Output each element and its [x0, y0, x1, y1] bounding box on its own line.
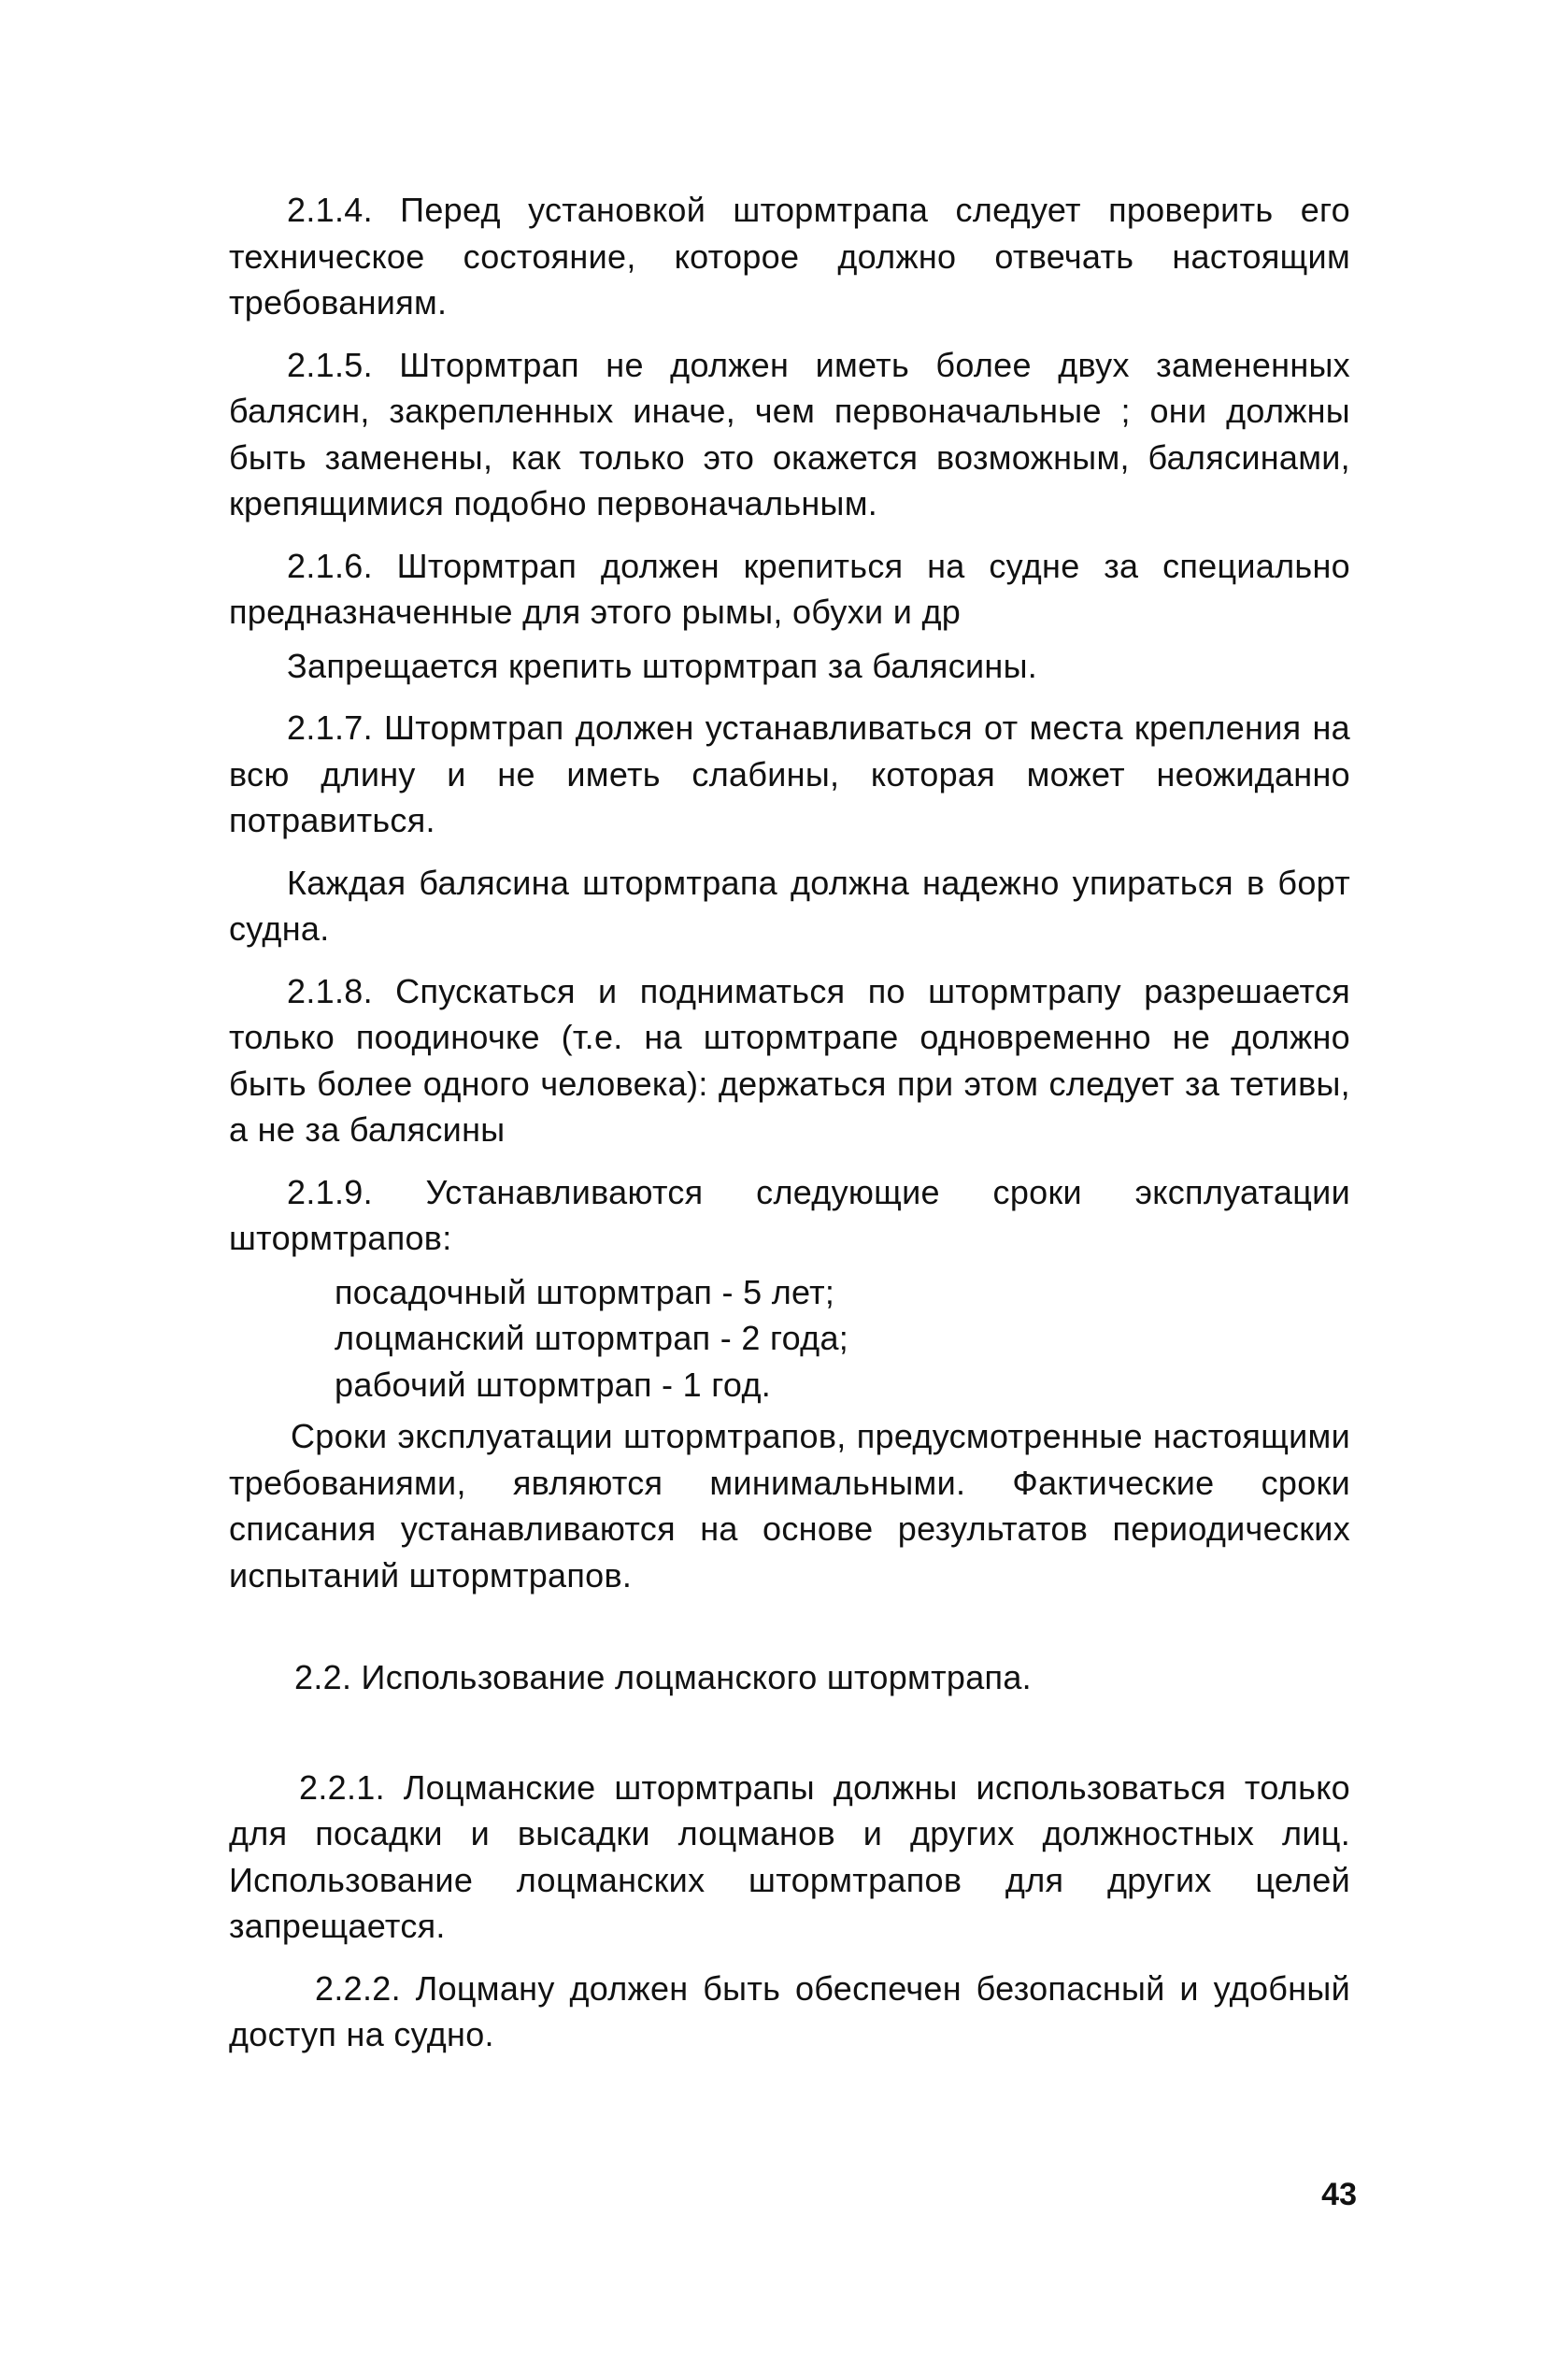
paragraph-2-1-9: 2.1.9. Устанавливаются следующие сроки эксплуатации штормтрапов:: [229, 1172, 1350, 1257]
paragraph-2-1-7: 2.1.7. Штормтрап должен устанавливаться от места крепления на всю длину и не иметь слабины, которая может неожиданно потравиться.: [229, 708, 1350, 839]
paragraph-service-life-note: Сроки эксплуатации штормтрапов, предусмотренные настоящими требованиями, являются минимальными. Фактические сроки списания устанавливаются на основе результатов периодических испытаний штормтрапов.: [229, 1417, 1350, 1595]
section-heading: 2.2. Использование лоцманского штормтрапа.: [294, 1658, 1032, 1696]
list-item: рабочий штормтрап - 1 год.: [335, 1365, 772, 1404]
list-item: посадочный штормтрап - 5 лет;: [335, 1272, 835, 1311]
paragraph-prohibition: Запрещается крепить штормтрап за балясины.: [287, 646, 1038, 685]
paragraph-2-2-2: 2.2.2. Лоцману должен быть обеспечен безопасный и удобный доступ на судно.: [229, 1968, 1350, 2053]
paragraph-each-rung: Каждая балясина штормтрапа должна надежно упираться в борт судна.: [229, 863, 1350, 948]
paragraph-2-1-4: 2.1.4. Перед установкой штормтрапа следует проверить его техническое состояние, которое должно отвечать настоящим требованиям.: [229, 191, 1350, 322]
page-number: 43: [1321, 2177, 1357, 2212]
service-life-list: [229, 1269, 1350, 1409]
list-item: лоцманский штормтрап - 2 года;: [335, 1319, 849, 1357]
paragraph-2-1-5: 2.1.5. Штормтрап не должен иметь более двух замененных балясин, закрепленных иначе, чем первоначальные ; они должны быть заменены, как только это окажется возможным, балясинами, крепящимися подобно первоначальным.: [229, 345, 1350, 522]
body-text: [229, 187, 1350, 2074]
paragraph-2-1-8: 2.1.8. Спускаться и подниматься по штормтрапу разрешается только поодиночке (т.е. на штормтрапе одновременно не должно быть более одного человека): держаться при этом следует за тетивы, а не за балясины: [229, 971, 1350, 1149]
paragraph-2-2-1: 2.2.1. Лоцманские штормтрапы должны использоваться только для посадки и высадки лоцманов и других должностных лиц. Использование лоцманских штормтрапов для других целей запрещается.: [229, 1767, 1350, 1945]
paragraph-2-1-6: 2.1.6. Штормтрап должен крепиться на судне за специально предназначенные для этого рымы, обухи и др: [229, 546, 1350, 631]
